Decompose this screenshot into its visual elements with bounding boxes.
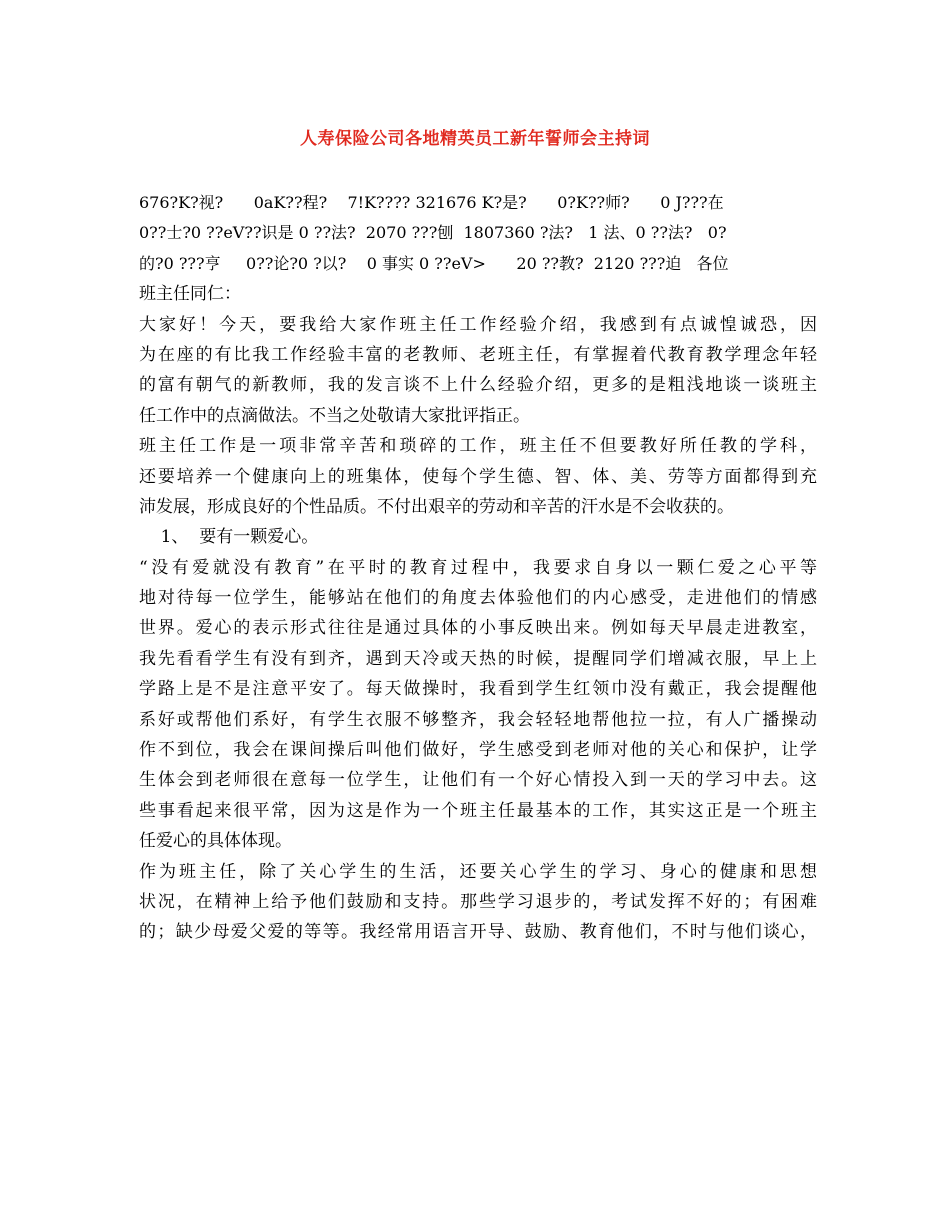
text-line: 1、 要有一颗爱心。 — [139, 527, 319, 548]
text-line: 状况，在精神上给予他们鼓励和支持。那些学习退步的，考试发挥不好的；有困难 — [139, 891, 817, 912]
text-line: 我先看看学生有没有到齐，遇到天冷或天热的时候，提醒同学们增减衣服，早上上 — [139, 648, 817, 669]
garbled-text-line: 676?K?视? 0aK??程? 7!K???? 321676 K?是? 0?K??师? 0 J???在 — [139, 193, 724, 212]
text-line: 系好或帮他们系好，有学生衣服不够整齐，我会轻轻地帮他拉一拉，有人广播操动 — [139, 709, 817, 730]
text-line: 作不到位，我会在课间操后叫他们做好，学生感受到老师对他的关心和保护，让学 — [139, 740, 817, 761]
text-line: 地对待每一位学生，能够站在他们的角度去体验他们的内心感受，走进他们的情感 — [139, 588, 817, 609]
text-line: 学路上是不是注意平安了。每天做操时，我看到学生红领巾没有戴正，我会提醒他 — [139, 679, 817, 700]
text-line: 的；缺少母爱父爱的等等。我经常用语言开导、鼓励、教育他们，不时与他们谈心， — [139, 922, 817, 943]
text-line: 沛发展，形成良好的个性品质。不付出艰辛的劳动和辛苦的汗水是不会收获的。 — [139, 496, 734, 517]
text-line: 班主任同仁： — [139, 284, 241, 305]
text-line: “没有爱就没有教育”在平时的教育过程中，我要求自身以一颗仁爱之心平等 — [139, 557, 817, 578]
text-line: 的富有朝气的新教师，我的发言谈不上什么经验介绍，更多的是粗浅地谈一谈班主 — [139, 375, 817, 396]
document-body — [139, 188, 817, 948]
text-line: 班主任工作是一项非常辛苦和琐碎的工作，班主任不但要教好所任教的学科， — [139, 436, 817, 457]
text-line: 些事看起来很平常，因为这是作为一个班主任最基本的工作，其实这正是一个班主 — [139, 800, 817, 821]
document-title: 人寿保险公司各地精英员工新年誓师会主持词 — [300, 129, 650, 149]
text-line: 为在座的有比我工作经验丰富的老教师、老班主任，有掌握着代教育教学理念年轻 — [139, 344, 817, 365]
text-line: 任爱心的具体体现。 — [139, 831, 292, 852]
garbled-text-line: 的?0 ???亨 0??论?0 ?以? 0 事实 0 ??eV> 20 ??教? 2120 ???迫 各位 — [139, 253, 729, 273]
garbled-text-line: 0??士?0 ??eV??识是 0 ??法? 2070 ???刨 1807360 ?法? 1 法、0 ??法? 0? — [139, 223, 727, 243]
text-line: 生体会到老师很在意每一位学生，让他们有一个好心情投入到一天的学习中去。这 — [139, 770, 817, 791]
text-line: 作为班主任，除了关心学生的生活，还要关心学生的学习、身心的健康和思想 — [139, 861, 817, 882]
text-line: 世界。爱心的表示形式往往是通过具体的小事反映出来。例如每天早晨走进教室， — [139, 618, 817, 639]
text-line: 任工作中的点滴做法。不当之处敬请大家批评指正。 — [139, 405, 530, 426]
text-line: 大家好！今天，要我给大家作班主任工作经验介绍，我感到有点诚惶诚恐，因 — [139, 314, 817, 335]
text-line: 还要培养一个健康向上的班集体，使每个学生德、智、体、美、劳等方面都得到充 — [139, 466, 817, 487]
